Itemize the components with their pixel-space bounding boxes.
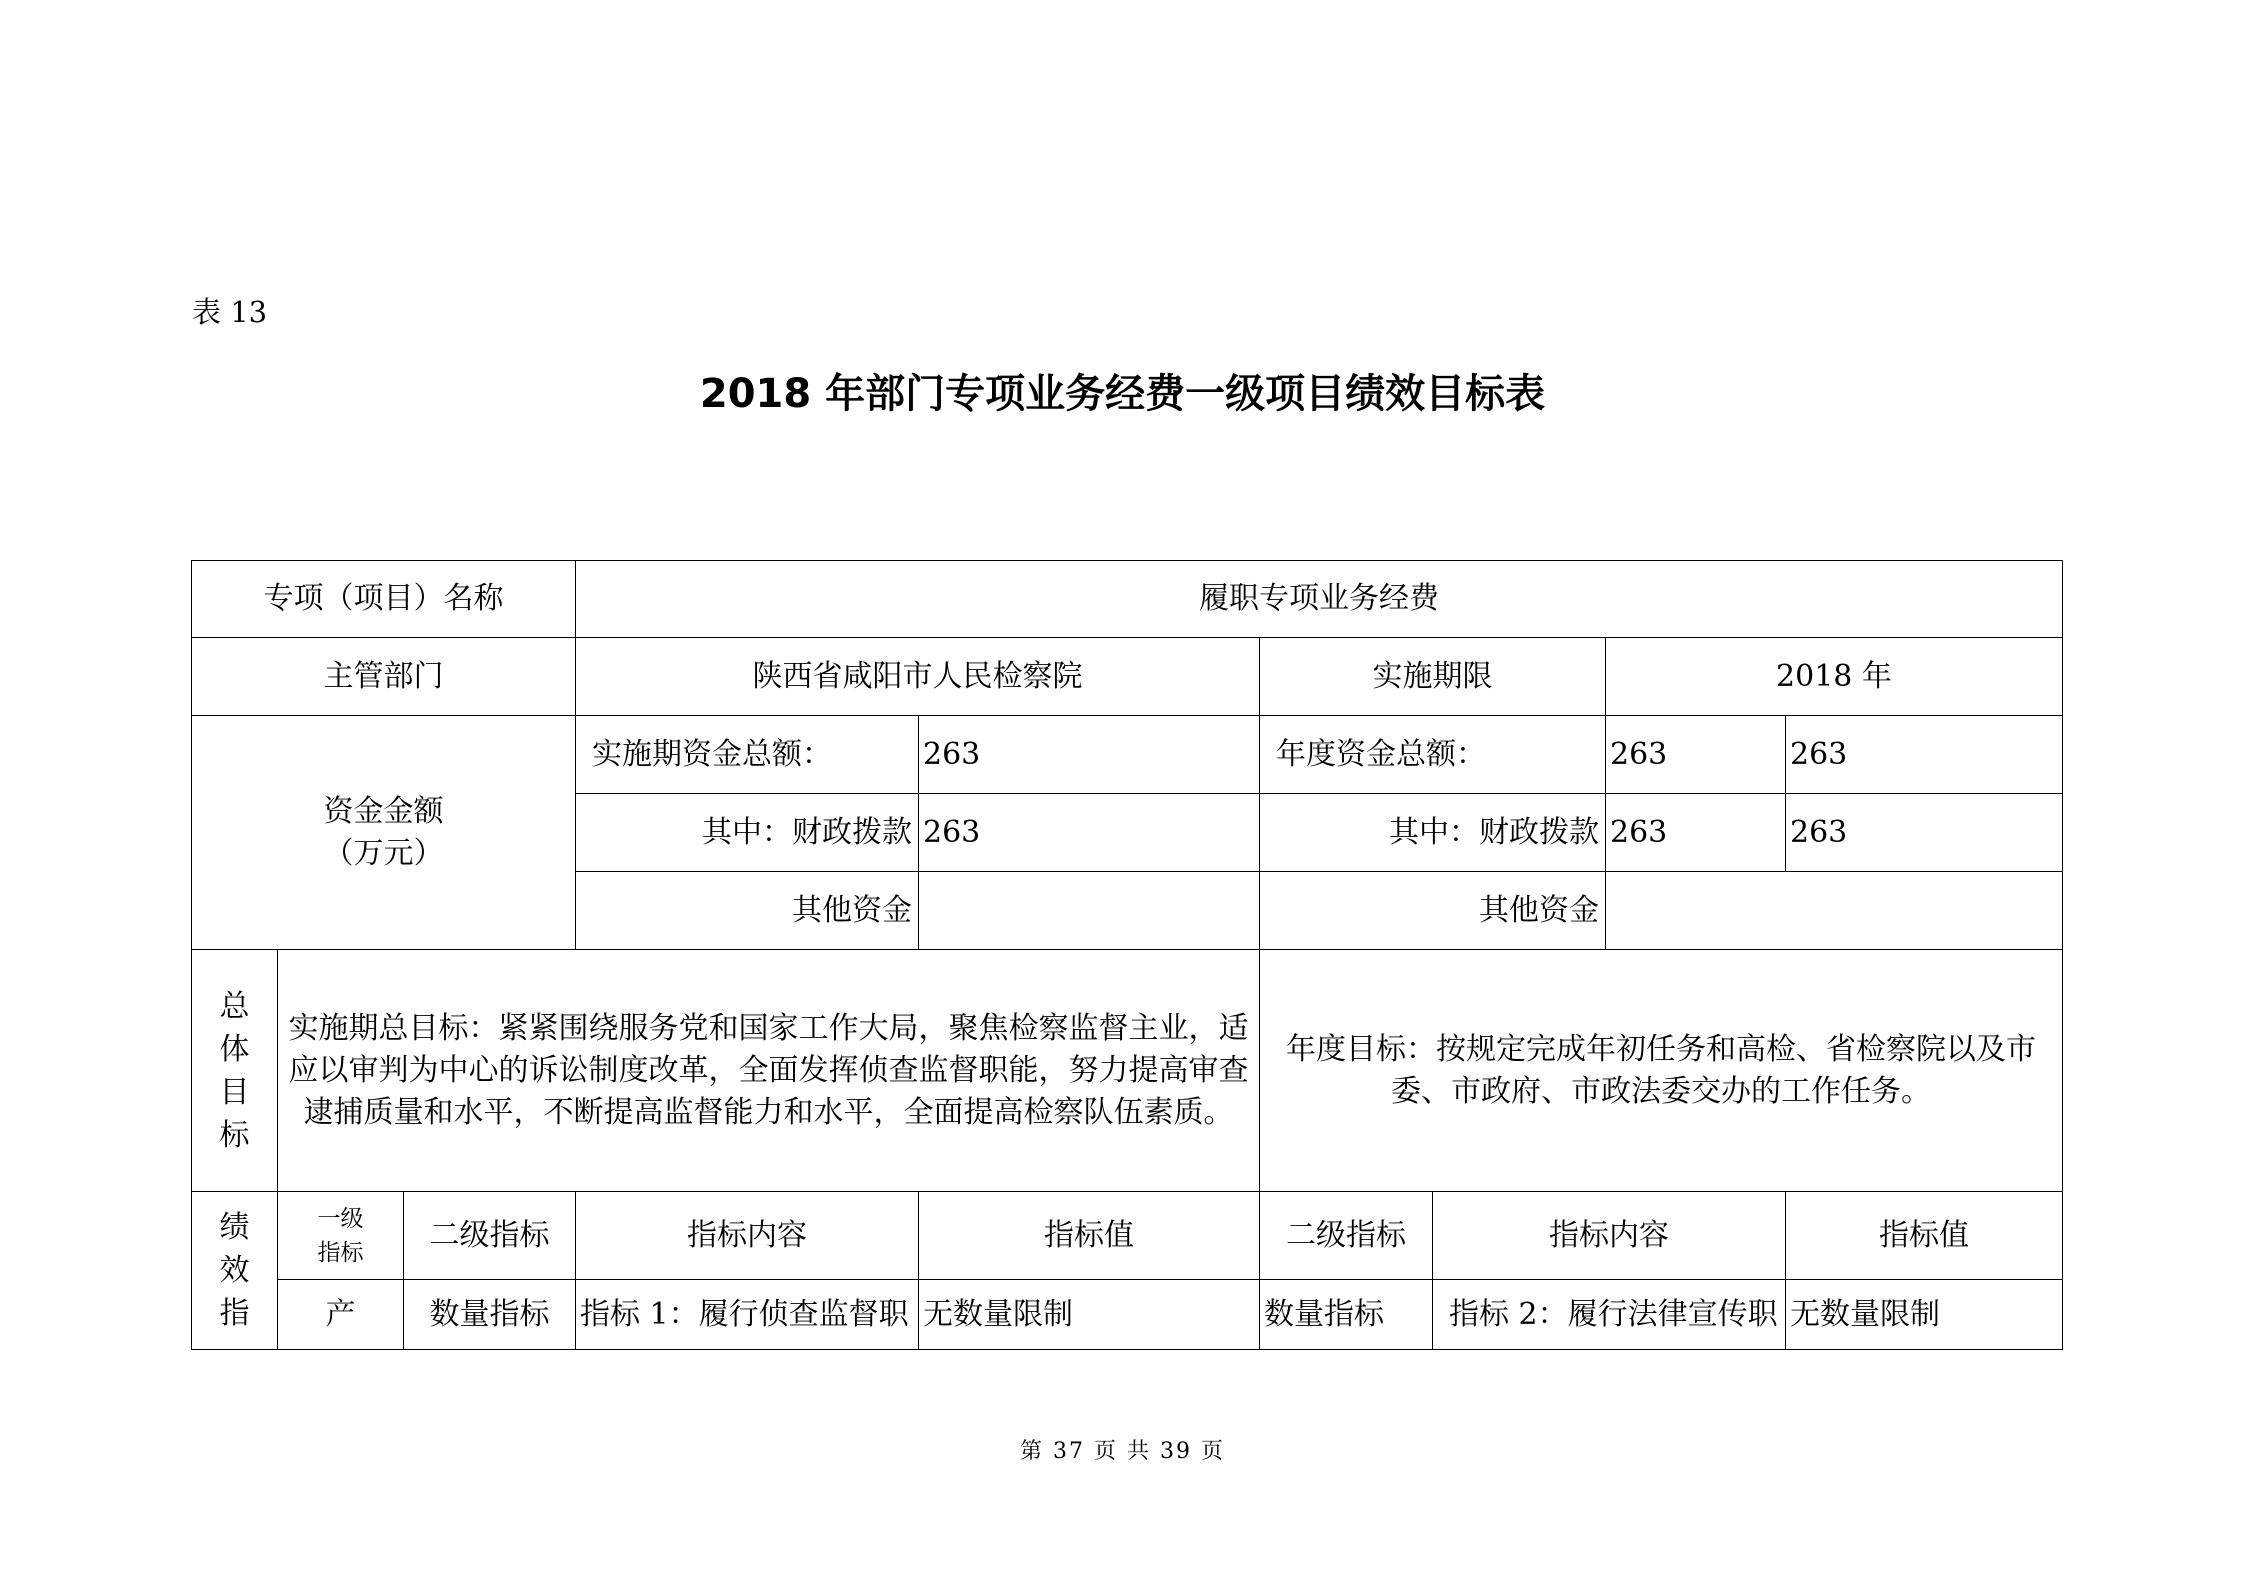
header-level2-indicator-b: 二级指标 (1259, 1191, 1433, 1280)
goals-label-char: 目 (219, 1074, 250, 1110)
indicators-label-char: 指 (219, 1296, 250, 1331)
annual-fiscal-value: 263 (1605, 793, 1786, 872)
row-indicator-value-b: 无数量限制 (1785, 1279, 2063, 1350)
row-indicator-content-b: 指标 2：履行法律宣传职 (1432, 1279, 1786, 1350)
funds-label-line1: 资金金额 (323, 793, 444, 829)
row-level2-b: 数量指标 (1259, 1279, 1433, 1350)
goals-label-char: 体 (219, 1031, 250, 1067)
goals-label-char: 总 (219, 988, 250, 1024)
page-number: 第 37 页 共 39 页 (1020, 1439, 1225, 1464)
header-level2-indicator: 二级指标 (403, 1191, 576, 1280)
funds-label-line2: （万元） (323, 835, 444, 871)
annual-funds-value-2: 263 (1785, 715, 2063, 794)
indicators-label-char: 效 (219, 1253, 250, 1288)
annual-fiscal-value-2: 263 (1785, 793, 2063, 872)
header-indicator-content-b: 指标内容 (1432, 1191, 1786, 1280)
indicators-section-label (191, 1191, 278, 1350)
overall-goals-label (191, 949, 278, 1192)
goals-label-char: 标 (219, 1117, 250, 1153)
header-level1-indicator (277, 1191, 404, 1280)
header-level1-line2: 指标 (317, 1239, 364, 1266)
project-name-value: 履职专项业务经费 (575, 560, 2063, 638)
annual-other-funds-value (1605, 871, 2063, 950)
total-funds-label: 实施期资金总额： (575, 715, 919, 794)
header-indicator-value-b: 指标值 (1785, 1191, 2063, 1280)
row-indicator-content: 指标 1：履行侦查监督职 (575, 1279, 919, 1350)
annual-fiscal-label: 其中：财政拨款 (1259, 793, 1606, 872)
funds-label (191, 715, 576, 950)
header-level1-line1: 一级 (317, 1205, 364, 1232)
performance-target-table (191, 560, 2063, 1350)
header-indicator-value: 指标值 (918, 1191, 1260, 1280)
row-level2: 数量指标 (403, 1279, 576, 1350)
department-value: 陕西省咸阳市人民检察院 (575, 637, 1260, 716)
total-funds-value: 263 (918, 715, 1260, 794)
period-goal-text: 实施期总目标：紧紧围绕服务党和国家工作大局，聚焦检察监督主业，适应以审判为中心的诉讼制度改革，全面发挥侦查监督职能，努力提高审查逮捕质量和水平，不断提高监督能力和水平，全面提高检察队伍素质。 (277, 949, 1260, 1192)
department-label: 主管部门 (191, 637, 576, 716)
annual-other-funds-label: 其他资金 (1259, 871, 1606, 950)
other-funds-value (918, 871, 1260, 950)
document-title: 2018 年部门专项业务经费一级项目绩效目标表 (699, 371, 1546, 417)
row-indicator-value: 无数量限制 (918, 1279, 1260, 1350)
annual-funds-label: 年度资金总额： (1259, 715, 1606, 794)
fiscal-label: 其中：财政拨款 (575, 793, 919, 872)
annual-goal-text: 年度目标：按规定完成年初任务和高检、省检察院以及市委、市政府、市政法委交办的工作任务。 (1259, 949, 2063, 1192)
fiscal-value: 263 (918, 793, 1260, 872)
header-indicator-content: 指标内容 (575, 1191, 919, 1280)
annual-funds-value: 263 (1605, 715, 1786, 794)
other-funds-label: 其他资金 (575, 871, 919, 950)
indicators-label-char: 绩 (219, 1210, 250, 1245)
period-value: 2018 年 (1605, 637, 2063, 716)
project-name-label: 专项（项目）名称 (191, 560, 576, 638)
period-label: 实施期限 (1259, 637, 1606, 716)
row-level1: 产 (277, 1279, 404, 1350)
table-number: 表 13 (192, 295, 268, 329)
